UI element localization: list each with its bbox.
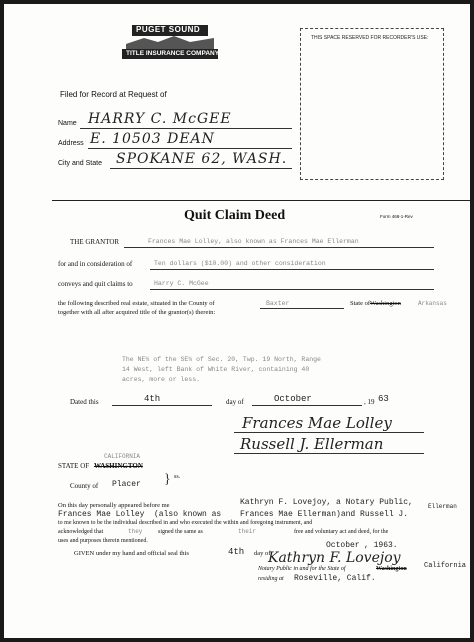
residing-value: Roseville, Calif. [294, 574, 376, 583]
deed-title: Quit Claim Deed [184, 208, 286, 223]
day-of-label: day of [226, 398, 244, 406]
notary-line5: uses and purposes therein mentioned. [58, 538, 148, 544]
notary-line4-b: they [128, 528, 143, 535]
state-struck: Washington [370, 300, 401, 307]
notary-line4-c: signed the same as [158, 529, 203, 535]
company-logo [118, 22, 222, 62]
legal-line-1: The NE¼ of the SE¼ of Sec. 20, Twp. 19 North, Range [122, 356, 321, 363]
county-value: Baxter [266, 300, 290, 307]
notary-county-label: County of [70, 482, 99, 490]
conveys-label: conveys and quit claims to [58, 280, 133, 288]
notary-line2-b: (also known as [154, 510, 222, 519]
filed-heading: Filed for Record at Request of [60, 90, 167, 99]
name-value: HARRY C. McGEE [88, 111, 232, 127]
given-month: October [326, 541, 360, 550]
notary-state-2: California [424, 562, 467, 570]
notary-line3: to me known to be the individual described in and who executed the within and foregoing instrument, and [58, 520, 313, 526]
given-year: , 1963. [364, 541, 398, 550]
notary-state-struck-2: Washington [376, 566, 407, 572]
deed-page: PUGET SOUND TITLE INSURANCE COMPANY THIS SPACE RESERVED FOR RECORDER'S USE: Filed for Record at Request of Name HARRY C. McGEE Address E. 10503 DEAN City and State SPOKANE 62, WASH. Quit Claim Deed Form 468-1-Rev THE GRANTOR Frances Mae Lolley, also known as Frances Mae Ellerman for and in consideration of Ten dollars ($10.00) and other consideration conveys and quit claims to Harry C. McGee the following described real estate, situated in the County of Baxter State of Washington Arkansas together with all after acquired title of the grantor(s) therein: The NE¼ of the SE¼ of Sec. 20, Twp. 19 North, Range 14 West, left Bank of White River, containing 40 acres, more or less. Dated this 4th day of October , 19 63 Frances Mae Lolley Russell J. Ellerman STATE OF WASHINGTON CALIFORNIA County of Placer } ss. On this day personally appeared before me Kathryn F. Lovejoy, a Notary Public, Frances Mae Lolley (also known as Frances Mae Ellerman)and Russell J. Ellerman to me known to be the individual described in and who executed the within and foregoing instrument, and acknowledged that they signed the same as their free and voluntary act and deed, for the uses and purposes therein mentioned. GIVEN under my hand and official seal this 4th day of October , 1963. Kathryn F. Lovejoy Notary Public in and for the State of Washington California residing at Roseville, Calif. [4, 4, 470, 638]
recorder-box [300, 28, 444, 180]
recorder-label: THIS SPACE RESERVED FOR RECORDER'S USE: [311, 35, 429, 41]
notary-signature: Kathryn F. Lovejoy [268, 550, 401, 566]
ss-label: ss. [174, 474, 181, 480]
notary-line1-label: On this day personally appeared before me [58, 502, 170, 509]
city-value: SPOKANE 62, WASH. [116, 151, 288, 167]
legal-line-2: 14 West, left Bank of White River, containing 40 [122, 366, 310, 373]
notary-state-label: STATE OF [58, 462, 90, 470]
address-value: E. 10503 DEAN [90, 131, 215, 147]
notary-line4-a: acknowledged that [58, 529, 104, 535]
year-prefix: , 19 [364, 398, 375, 406]
logo-top-text: PUGET SOUND [136, 25, 201, 34]
notary-state-struck: WASHINGTON [94, 462, 143, 470]
notary-line1-value: Kathryn F. Lovejoy, a Notary Public, [240, 498, 413, 507]
notary-line4-d: their [238, 528, 257, 535]
given-label: GIVEN under my hand and official seal this [74, 550, 189, 557]
name-label: Name [58, 120, 77, 127]
form-number: Form 468-1-Rev [380, 214, 413, 219]
given-day: 4th [228, 547, 245, 557]
city-label: City and State [58, 160, 102, 167]
notary-line2-a: Frances Mae Lolley [58, 510, 145, 519]
real-estate-text: the following described real estate, situated in the County of [58, 300, 215, 307]
dated-day: 4th [144, 394, 161, 404]
notary-line2-d: Ellerman [428, 503, 457, 510]
legal-line-3: acres, more or less. [122, 376, 201, 383]
grantor-value: Frances Mae Lolley, also known as Frances Mae Ellerman [148, 238, 359, 245]
dated-label: Dated this [70, 398, 99, 406]
together-text: together with all after acquired title of the grantor(s) therein: [58, 309, 216, 316]
notary-county-value: Placer [112, 480, 141, 489]
notary-state-value: CALIFORNIA [104, 453, 141, 460]
notary-line2-c: Frances Mae Ellerman)and Russell J. [240, 510, 409, 519]
address-label: Address [58, 140, 84, 147]
state-label: State of [350, 300, 371, 307]
logo-bottom-text: TITLE INSURANCE COMPANY [126, 50, 220, 57]
consideration-value: Ten dollars ($10.00) and other consideration [154, 260, 326, 267]
notary-line4-e: free and voluntary act and deed, for the [294, 529, 389, 535]
year-suffix: 63 [378, 394, 389, 404]
grantor-label: THE GRANTOR [70, 238, 120, 246]
conveys-value: Harry C. McGee [154, 280, 209, 287]
residing-label: residing at [258, 576, 284, 582]
state-value: Arkansas [418, 300, 447, 307]
consideration-label: for and in consideration of [58, 260, 133, 268]
given-day-of: day of [254, 550, 271, 557]
dated-month: October [274, 394, 312, 404]
signature-1: Frances Mae Lolley [242, 414, 392, 432]
notary-line: Notary Public in and for the State of [258, 566, 346, 572]
signature-2: Russell J. Ellerman [240, 435, 384, 453]
